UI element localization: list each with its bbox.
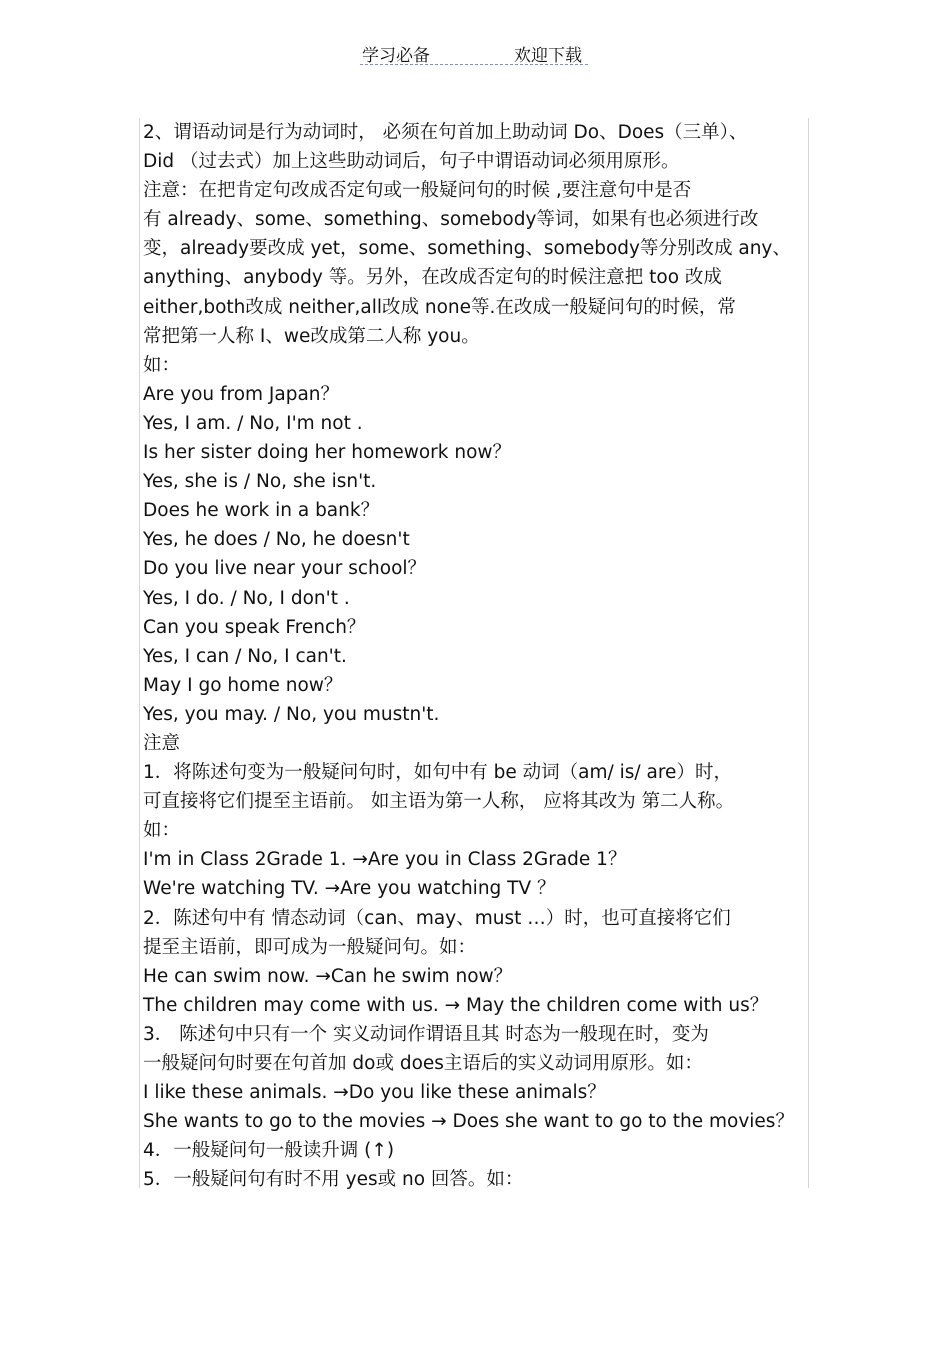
text-line: anything、anybody 等。另外，在改成否定句的时候注意把 too 改成	[143, 267, 722, 289]
text-line: Did （过去式）加上这些助动词后，句子中谓语动词必须用原形。	[143, 151, 680, 173]
header-left-text: 学习必备	[362, 46, 430, 66]
example-line: Yes, she is / No, she isn't.	[143, 471, 377, 493]
text-line: 1．将陈述句变为一般疑问句时，如句中有 be 动词（am/ is/ are）时，	[143, 762, 732, 784]
text-line: 注意	[143, 732, 181, 754]
example-line: Yes, I am. / No, I'm not .	[143, 412, 363, 434]
example-line: I'm in Class 2Grade 1. →Are you in Class 2Grade 1？	[143, 849, 627, 871]
example-line: The children may come with us. → May the children come with us？	[143, 994, 769, 1016]
text-line: 2．陈述句中有 情态动词（can、may、must …）时，也可直接将它们	[143, 907, 731, 929]
example-line: Can you speak French？	[143, 616, 366, 638]
example-line: We're watching TV. →Are you watching TV ？	[143, 878, 556, 900]
example-line: Yes, I do. / No, I don't .	[143, 587, 350, 609]
header-right-text: 欢迎下载	[514, 46, 582, 66]
example-line: Does he work in a bank？	[143, 500, 380, 522]
text-line: either,both改成 neither,all改成 none等.在改成一般疑问句的时候，常	[143, 296, 736, 318]
text-line: 注意：在把肯定句改成否定句或一般疑问句的时候 ,要注意句中是否	[143, 180, 692, 202]
example-line: Are you from Japan？	[143, 383, 340, 405]
text-line: 常把第一人称 I、we改成第二人称 you。	[143, 325, 480, 347]
text-line: 4．一般疑问句一般读升调 (↑)	[143, 1140, 395, 1162]
example-line: She wants to go to the movies → Does she want to go to the movies？	[143, 1111, 794, 1133]
text-line: 如：	[143, 354, 181, 376]
text-line: 可直接将它们提至主语前。 如主语为第一人称， 应将其改为 第二人称。	[143, 791, 735, 813]
text-line: 变，already要改成 yet，some、something、somebody等分别改成 any、	[143, 238, 791, 260]
example-line: Yes, I can / No, I can't.	[143, 645, 347, 667]
example-line: Do you live near your school？	[143, 558, 427, 580]
text-line: 2、谓语动词是行为动词时， 必须在句首加上助动词 Do、Does（三单）、	[143, 122, 748, 143]
page-header	[360, 40, 588, 65]
example-line: Is her sister doing her homework now？	[143, 442, 512, 464]
document-body	[143, 118, 805, 1194]
example-line: He can swim now. →Can he swim now？	[143, 965, 513, 987]
text-line: 提至主语前，即可成为一般疑问句。如：	[143, 936, 477, 958]
text-line: 有 already、some、something、somebody等词，如果有也必须进行改	[143, 209, 759, 231]
text-line: 如：	[143, 820, 181, 842]
example-line: I like these animals. →Do you like these animals？	[143, 1082, 606, 1104]
text-line: 一般疑问句时要在句首加 do或 does主语后的实义动词用原形。如：	[143, 1053, 703, 1074]
example-line: Yes, he does / No, he doesn't	[143, 529, 410, 551]
text-line: 3． 陈述句中只有一个 实义动词作谓语且其 时态为一般现在时，变为	[143, 1023, 709, 1045]
example-line: May I go home now？	[143, 674, 343, 696]
example-line: Yes, you may. / No, you mustn't.	[143, 703, 440, 725]
text-line: 5．一般疑问句有时不用 yes或 no 回答。如：	[143, 1169, 524, 1191]
